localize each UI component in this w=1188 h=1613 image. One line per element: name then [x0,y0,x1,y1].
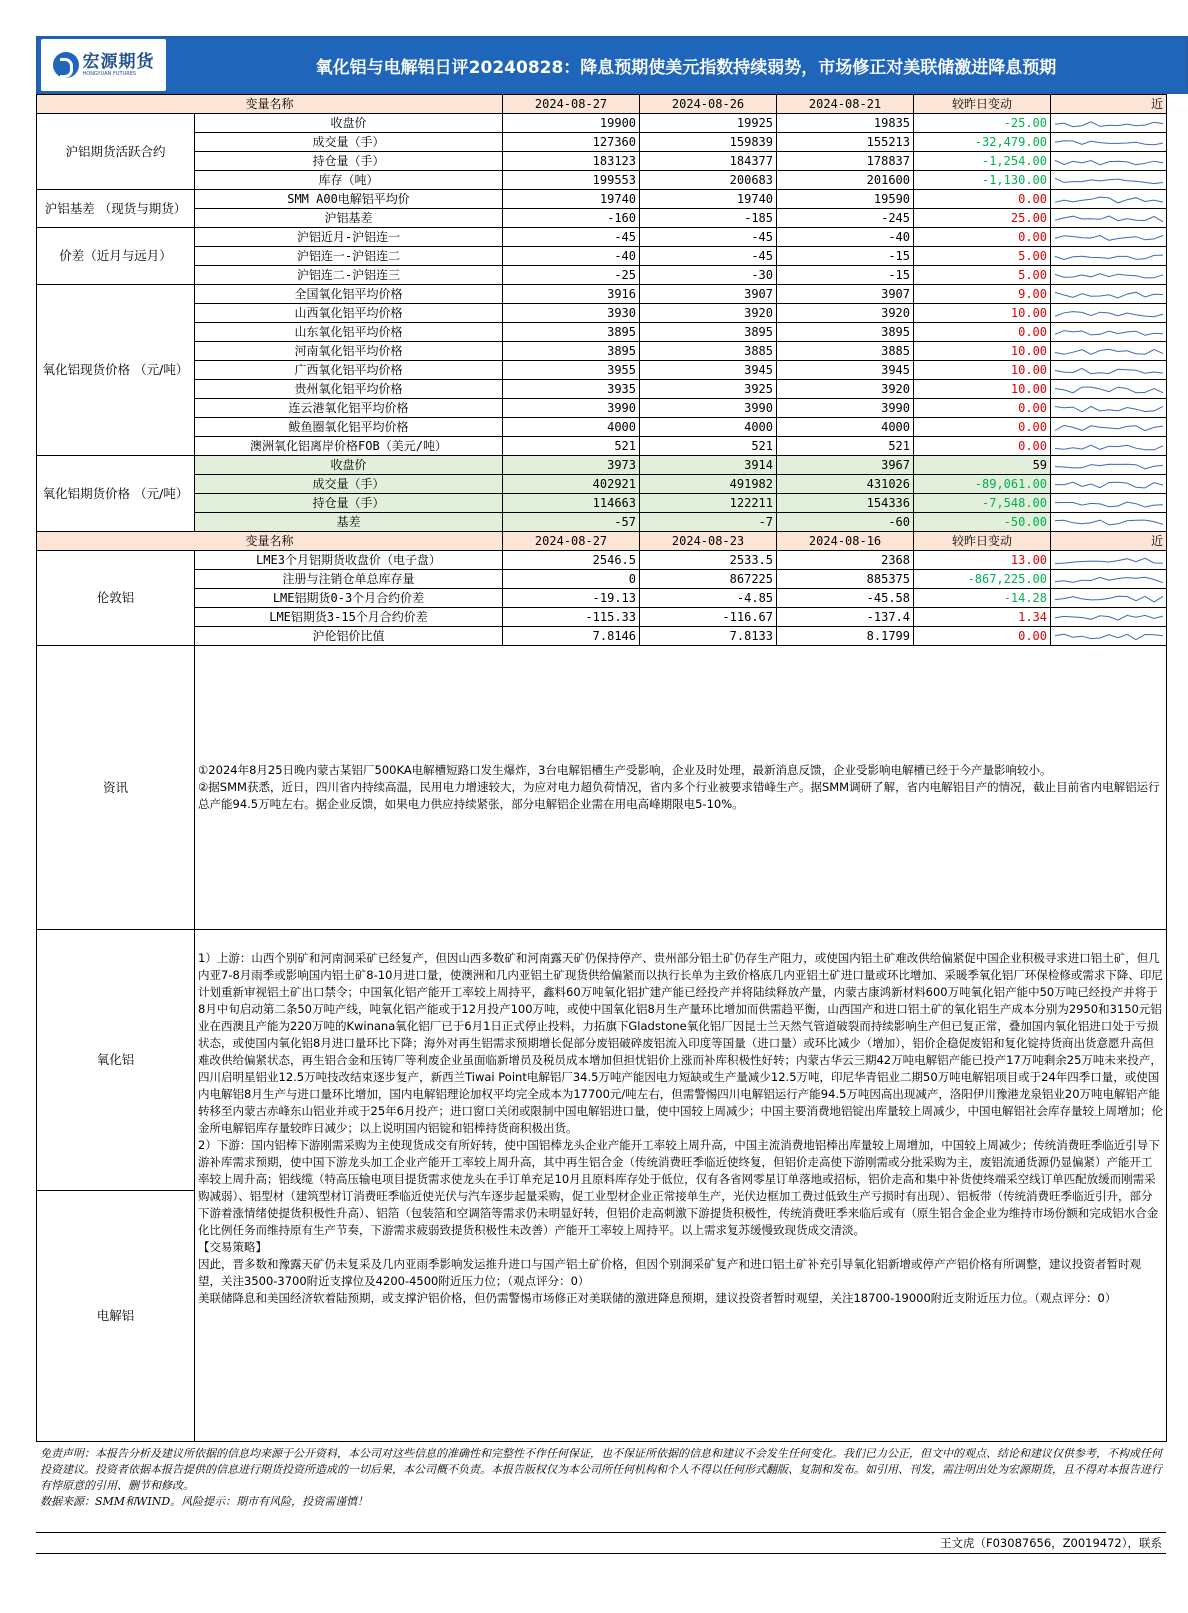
row-change: 5.00 [914,247,1051,266]
table-row [37,589,1167,608]
table-row [37,551,1167,570]
row-value: 3920 [777,304,914,323]
trend-sparkline [1051,324,1167,341]
row-value: 154336 [777,494,914,513]
row-change: 13.00 [914,551,1051,570]
trend-sparkline [1051,172,1167,189]
table-row [37,323,1167,342]
row-value: 3973 [503,456,640,475]
aluminum-label: 电解铝 [37,1191,195,1442]
row-variable-name: SMM A00电解铝平均价 [195,190,503,209]
row-variable-name: 沪铝连二-沪铝连三 [195,266,503,285]
row-variable-name: 贵州氧化铝平均价格 [195,380,503,399]
row-change: 0.00 [914,399,1051,418]
table-row [37,266,1167,285]
table-row [37,494,1167,513]
report-page [36,36,1188,1554]
table-row [37,304,1167,323]
row-change: 0.00 [914,323,1051,342]
news-body: ①2024年8月25日晚内蒙古某铝厂500KA电解槽短路口发生爆炸，3台电解铝槽生产受影响，企业及时处理，最新消息反馈，企业受影响电解槽已经于今产量影响较小。 ②据SMM获悉，近日，四川省内持续高温，民用电力增速较大，为应对电力超负荷情况，省内多个行业被要求错峰生产。据SMM调研了解，省内电解铝目产的情况，截止目前省内电解铝运行总产能94.5万吨左右。据企业反馈，如果电力供应持续紧张，部分电解铝企业需在用电高峰期限电5-10%。 [198,763,1160,811]
table-row [37,361,1167,380]
row-value: 3895 [777,323,914,342]
row-value: -40 [503,247,640,266]
trend-sparkline [1051,571,1167,588]
row-change: -7,548.00 [914,494,1051,513]
row-value: -4.85 [640,589,777,608]
row-trend [1051,171,1167,190]
news-text [195,646,1167,930]
trend-sparkline [1051,153,1167,170]
header-variable-name: 变量名称 [37,532,503,551]
row-value: -15 [777,247,914,266]
row-variable-name: 澳洲氧化铝离岸价格FOB（美元/吨） [195,437,503,456]
table-row [37,513,1167,532]
row-trend [1051,437,1167,456]
row-variable-name: 沪伦铝价比值 [195,627,503,646]
table-row [37,114,1167,133]
row-category: 伦敦铝 [37,551,195,646]
trend-sparkline [1051,343,1167,360]
row-value: -45 [640,247,777,266]
row-trend [1051,323,1167,342]
row-change: -1,130.00 [914,171,1051,190]
row-value: -45 [640,228,777,247]
row-value: 0 [503,570,640,589]
table-header-row [37,532,1167,551]
row-variable-name: 沪铝基差 [195,209,503,228]
row-value: 867225 [640,570,777,589]
row-value: 3945 [777,361,914,380]
aluminum-body: 2）下游：国内铝棒下游刚需采购为主使现货成交有所好转，使中国铝棒龙头企业产能开工率较上周升高，中国主流消费地铝棒出库量较上周增加，中国较上周减少；传统消费旺季临近引导下游补库需求预期，使中国下游龙头加工企业产能开工率较上周升高，其中再生铝合金（传统消费旺季临近使终复，但铝价走高使下游刚需或分批采购为主，废铝流通货源仍显偏紧）产能开工率较上周升高；铝线缆（特高压输电项目提货需求使龙头在手订单充足10月且原料库存处于低位，仅有各省网零星订单落地或招标，铝价走高和集中补货使终端采空线订单匹配放缓而刚需采购减弱）、铝型材（建筑型材订消费旺季临近使光伏与汽车逐步起量采购，促工业型材企业正常接单生产，光伏边框加工费过低致生产亏损时有出现）、铝板带（传统消费旺季临近引升，部分下游着涨情绪使提货积极性升高）、铝箔（包装箔和空调箔等需求仍未明显好转，但铝价走高刺激下游提货积极性，传统消费旺季来临后或有（原生铝合金企业为维持市场份额和完成铝水合金化比例任务而维持原有生产节奏，下游需求疲弱致提货积极性未改善）产能开工率较上周持平。以上需求复苏缓慢致现货成交清淡。 【交易策略】 因此，晋多数和豫露天矿仍未复采及几内亚雨季影响发运推升进口与国产铝土矿价格，但因个别洞采矿复产和进口铝土矿补充引导氧化铝新增或停产产铝价格有所调整，建议投资者暂时观望，关注3500-3700附近支撑位及4200-4500附近压力位；（观点评分：0） 美联储降息和美国经济软着陆预期，或支撑沪铝价格，但仍需警惕市场修正对美联储的激进降息预期，建议投资者暂时观望，关注18700-19000附近支附近压力位。（观点评分：0） [198,1138,1160,1305]
row-value: -60 [777,513,914,532]
row-value: 200683 [640,171,777,190]
table-row [37,418,1167,437]
trend-sparkline [1051,229,1167,246]
row-value: 19740 [640,190,777,209]
trend-sparkline [1051,590,1167,607]
trend-sparkline [1051,210,1167,227]
row-value: 3967 [777,456,914,475]
row-value: 3990 [777,399,914,418]
row-value: 2533.5 [640,551,777,570]
row-value: 3885 [640,342,777,361]
table-row [37,399,1167,418]
row-variable-name: LME铝期货3-15个月合约价差 [195,608,503,627]
row-variable-name: LME3个月铝期货收盘价（电子盘） [195,551,503,570]
row-change: 10.00 [914,380,1051,399]
row-change: 10.00 [914,342,1051,361]
row-variable-name: 鲅鱼圈氧化铝平均价格 [195,418,503,437]
row-value: -40 [777,228,914,247]
row-change: 59 [914,456,1051,475]
table-row [37,342,1167,361]
row-value: 521 [503,437,640,456]
row-trend [1051,209,1167,228]
news-label: 资讯 [37,646,195,930]
table-row [37,570,1167,589]
row-value: 3930 [503,304,640,323]
row-value: -185 [640,209,777,228]
row-trend [1051,418,1167,437]
analysis-text [195,930,1167,1442]
row-value: 19925 [640,114,777,133]
trend-sparkline [1051,476,1167,493]
table-row [37,209,1167,228]
row-value: -19.13 [503,589,640,608]
trend-sparkline [1051,191,1167,208]
row-trend [1051,190,1167,209]
row-trend [1051,608,1167,627]
row-value: 114663 [503,494,640,513]
row-value: 3895 [503,323,640,342]
trend-sparkline [1051,438,1167,455]
report-header [36,36,1188,94]
row-variable-name: 全国氧化铝平均价格 [195,285,503,304]
row-value: -7 [640,513,777,532]
row-value: -25 [503,266,640,285]
trend-sparkline [1051,381,1167,398]
trend-sparkline [1051,400,1167,417]
table-row [37,608,1167,627]
trend-sparkline [1051,609,1167,626]
row-variable-name: 成交量（手） [195,133,503,152]
row-value: 521 [640,437,777,456]
row-value: 8.1799 [777,627,914,646]
row-value: 3895 [503,342,640,361]
alumina-label: 氧化铝 [37,930,195,1191]
row-value: -57 [503,513,640,532]
header-date: 2024-08-27 [503,532,640,551]
row-value: 155213 [777,133,914,152]
row-value: 199553 [503,171,640,190]
row-change: -867,225.00 [914,570,1051,589]
row-value: 3945 [640,361,777,380]
disclaimer-text: 免责声明：本报告分析及建议所依据的信息均来源于公开资料，本公司对这些信息的准确性和完整性不作任何保证，也不保证所依据的信息和建议不会发生任何变化。我们已力公正，但文中的观点、结论和建议仅供参考，不构成任何投资建议。投资者依据本报告提供的信息进行期货投资所造成的一切后果，本公司概不负责。本报告版权仅为本公司所任何机构和个人不得以任何形式翻版、复制和发布。如引用、刊发，需注明出处为宏源期货，且不得对本报告进行有悖原意的引用、删节和修改。 [40,1447,1162,1492]
row-value: -15 [777,266,914,285]
row-trend [1051,456,1167,475]
table-row [37,171,1167,190]
row-change: 0.00 [914,437,1051,456]
trend-sparkline [1051,419,1167,436]
row-trend [1051,285,1167,304]
row-value: 19590 [777,190,914,209]
row-trend [1051,589,1167,608]
trend-sparkline [1051,134,1167,151]
row-trend [1051,627,1167,646]
row-variable-name: 连云港氧化铝平均价格 [195,399,503,418]
row-value: 3916 [503,285,640,304]
row-trend [1051,551,1167,570]
row-trend [1051,342,1167,361]
row-value: 184377 [640,152,777,171]
row-category: 沪铝基差 （现货与期货） [37,190,195,228]
header-trend: 近 [1051,95,1167,114]
row-value: 3907 [777,285,914,304]
row-value: 2546.5 [503,551,640,570]
row-change: 10.00 [914,304,1051,323]
logo-cn: 宏源期货 [82,51,155,72]
row-variable-name: 成交量（手） [195,475,503,494]
header-date: 2024-08-27 [503,95,640,114]
row-variable-name: 基差 [195,513,503,532]
row-value: 3914 [640,456,777,475]
row-value: -45 [503,228,640,247]
row-variable-name: 收盘价 [195,456,503,475]
row-variable-name: 注册与注销仓单总库存量 [195,570,503,589]
row-value: 3990 [503,399,640,418]
row-value: -115.33 [503,608,640,627]
row-change: -14.28 [914,589,1051,608]
header-date: 2024-08-16 [777,532,914,551]
header-date: 2024-08-23 [640,532,777,551]
trend-sparkline [1051,286,1167,303]
table-row [37,152,1167,171]
row-change: 0.00 [914,627,1051,646]
row-change: 9.00 [914,285,1051,304]
row-variable-name: 广西氧化铝平均价格 [195,361,503,380]
row-value: 3920 [777,380,914,399]
row-value: -116.67 [640,608,777,627]
row-value: 201600 [777,171,914,190]
row-value: -30 [640,266,777,285]
data-source: 数据来源：SMM和WIND。风险提示：期市有风险，投资需谨慎！ [40,1495,369,1508]
table-row [37,285,1167,304]
row-value: 19900 [503,114,640,133]
trend-sparkline [1051,267,1167,284]
row-value: 4000 [777,418,914,437]
row-trend [1051,114,1167,133]
row-trend [1051,228,1167,247]
row-change: 25.00 [914,209,1051,228]
row-variable-name: LME铝期货0-3个月合约价差 [195,589,503,608]
row-value: 3920 [640,304,777,323]
row-variable-name: 沪铝近月-沪铝连一 [195,228,503,247]
row-category: 氧化铝期货价格 （元/吨） [37,456,195,532]
row-trend [1051,304,1167,323]
row-value: -137.4 [777,608,914,627]
row-trend [1051,475,1167,494]
row-change: -89,061.00 [914,475,1051,494]
alumina-body: 1）上游：山西个别矿和河南洞采矿已经复产，但因山西多数矿和河南露天矿仍保持停产、贵州部分铝土矿仍存生产阻力，或使国内铝土矿难改供给偏紧促中国企业积极寻求进口铝土矿，但几内亚7-8月雨季或影响国内铝土矿8-10月进口量，使澳洲和几内亚铝土矿现货供给偏紧而以执行长单为主致价格底几内亚铝土矿进口量或环比增加、采暖季氧化铝厂环保检修或需求下降、印尼计划重新审视铝土矿出口禁令；中国氧化铝产能开工率较上周持平，鑫料60万吨氧化铝扩建产能已经投产并将陆续释放产量，内蒙古康鸿新材料600万吨氧化铝产能中50万吨已经投产并将于8月中旬启动第二条50万吨产线，吨氧化铝产能或于12月投产100万吨，或使中国氧化铝8月生产量环比增加而供需趋平衡，山西国产和进口铝土矿的氧化铝生产成本分别为2950和3150元铝业在西澳且产能为220万吨的Kwinana氧化铝厂已于6月1日正式停止投料，力拓旗下Gladstone氧化铝厂因昆士兰天然气管道破裂而持续影响生产但已复正常，叠加国内氧化铝进口处于亏损状态，或使国内氧化铝8月进口量环比下降；海外对再生铝需求预期增长促部分废铝破碎废铝流入印度等国量（进口量）或环比减少（增加），铝价企稳促废铝和复化锭持货商出货意愿升高但难改供给偏紧状态，再生铝合金和压铸厂等利废企业虽面临新增员及税员成本增加但担忧铝价上涨而补库积极性好转；内蒙古华云三期42万吨电解铝产能已投产17万吨剩余25万吨未来投产，四川启明星铝业12.5万吨技改结束逐步复产，新西兰Tiwai Point电解铝厂34.5万吨产能因电力短缺或生产量减少12.5万吨，印尼华青铝业二期50万吨电解铝项目或于24年四季口量，或使国内电解铝8月生产与进口量环比增加，国内电解铝理论加权平均完全成本为17700元/吨左右，但需警惕四川电解铝运行产能94.5万吨因高出现减产，洛阳伊川豫港龙泉铝业20万吨电解铝产能转移至内蒙古赤峰东山铝业并或于25年6月投产；进口窗口关闭或限制中国电解铝进口量，使中国较上周减少；中国主要消费地铝锭出库量较上周减少，中国电解铝社会库存量较上周增加；伦金所电解铝库存量较昨日减少；以上说明国内铝锭和铝棒持货商积极出货。 [198,951,1163,1135]
trend-sparkline [1051,628,1167,645]
row-value: 431026 [777,475,914,494]
row-value: 183123 [503,152,640,171]
row-value: 178837 [777,152,914,171]
header-change: 较昨日变动 [914,532,1051,551]
row-change: 1.34 [914,608,1051,627]
row-value: 19740 [503,190,640,209]
table-header-row [37,95,1167,114]
trend-sparkline [1051,552,1167,569]
row-trend [1051,380,1167,399]
table-row [37,247,1167,266]
row-trend [1051,247,1167,266]
row-change: -50.00 [914,513,1051,532]
trend-sparkline [1051,362,1167,379]
row-trend [1051,152,1167,171]
text-sections [36,645,1167,1442]
trend-sparkline [1051,305,1167,322]
table-row [37,475,1167,494]
row-variable-name: 山东氧化铝平均价格 [195,323,503,342]
row-trend [1051,266,1167,285]
header-trend: 近 [1051,532,1167,551]
row-value: 3925 [640,380,777,399]
header-variable-name: 变量名称 [37,95,503,114]
row-variable-name: 山西氧化铝平均价格 [195,304,503,323]
row-value: 4000 [503,418,640,437]
row-change: 0.00 [914,228,1051,247]
row-category: 氧化铝现货价格 （元/吨） [37,285,195,456]
trend-sparkline [1051,115,1167,132]
row-value: 885375 [777,570,914,589]
table-row [37,190,1167,209]
report-title: 氧化铝与电解铝日评20240828：降息预期使美元指数持续弱势，市场修正对美联储激进降息预期 [315,57,1057,78]
row-change: -1,254.00 [914,152,1051,171]
company-logo [41,39,166,91]
row-value: 3990 [640,399,777,418]
row-category: 沪铝期货活跃合约 [37,114,195,190]
table-row [37,228,1167,247]
row-change: 0.00 [914,190,1051,209]
table-row [37,627,1167,646]
row-change: 5.00 [914,266,1051,285]
table-row [37,437,1167,456]
row-value: 491982 [640,475,777,494]
row-value: 3885 [777,342,914,361]
row-trend [1051,570,1167,589]
logo-icon [53,52,79,78]
row-variable-name: 持仓量（手） [195,494,503,513]
header-date: 2024-08-26 [640,95,777,114]
row-variable-name: 收盘价 [195,114,503,133]
trend-sparkline [1051,248,1167,265]
row-variable-name: 持仓量（手） [195,152,503,171]
author-footer: 王文虎（F03087656，Z0019472），联系 [36,1532,1166,1554]
row-variable-name: 库存（吨） [195,171,503,190]
header-date: 2024-08-21 [777,95,914,114]
row-value: -45.58 [777,589,914,608]
row-category: 价差（近月与远月） [37,228,195,285]
data-table [36,94,1167,646]
row-trend [1051,133,1167,152]
row-value: 3935 [503,380,640,399]
disclaimer [36,1446,1170,1526]
row-value: 127360 [503,133,640,152]
row-value: 122211 [640,494,777,513]
row-value: -245 [777,209,914,228]
row-value: 3895 [640,323,777,342]
row-trend [1051,399,1167,418]
table-row [37,380,1167,399]
trend-sparkline [1051,514,1167,531]
row-change: 10.00 [914,361,1051,380]
row-trend [1051,494,1167,513]
row-value: 3955 [503,361,640,380]
row-change: -25.00 [914,114,1051,133]
row-change: 0.00 [914,418,1051,437]
row-variable-name: 河南氧化铝平均价格 [195,342,503,361]
trend-sparkline [1051,495,1167,512]
header-change: 较昨日变动 [914,95,1051,114]
row-value: -160 [503,209,640,228]
logo-en: HONGYUAN FUTURES [82,70,137,77]
row-change: -32,479.00 [914,133,1051,152]
row-variable-name: 沪铝连一-沪铝连二 [195,247,503,266]
row-value: 4000 [640,418,777,437]
row-value: 3907 [640,285,777,304]
row-trend [1051,513,1167,532]
row-trend [1051,361,1167,380]
row-value: 521 [777,437,914,456]
row-value: 7.8146 [503,627,640,646]
row-value: 2368 [777,551,914,570]
row-value: 159839 [640,133,777,152]
trend-sparkline [1051,457,1167,474]
row-value: 402921 [503,475,640,494]
row-value: 7.8133 [640,627,777,646]
row-value: 19835 [777,114,914,133]
table-row [37,133,1167,152]
table-row [37,456,1167,475]
